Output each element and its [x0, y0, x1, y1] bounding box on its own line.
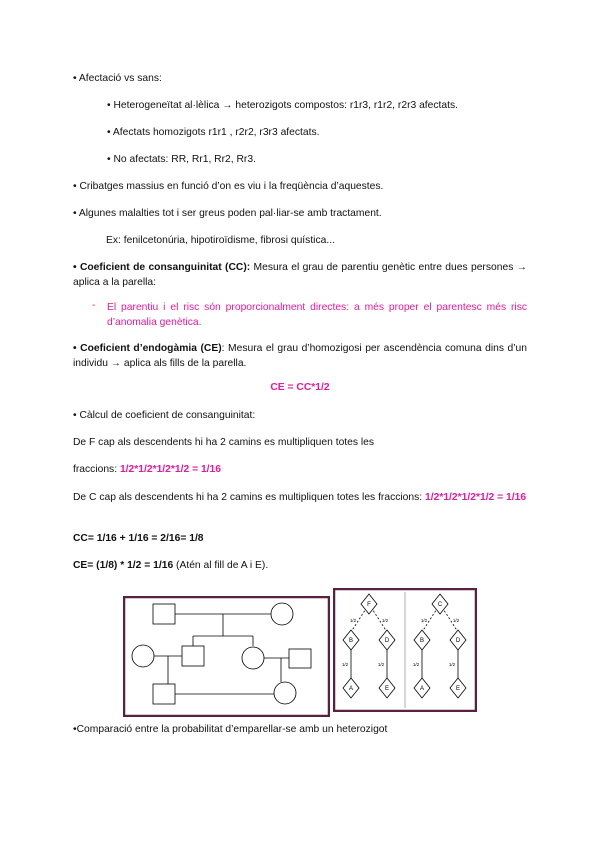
bullet-cribatges: • Cribatges massius en funció d’on es viu i la freqüència d’aquestes.	[73, 181, 384, 192]
label-c: C	[437, 602, 443, 608]
label-e-left: E	[384, 686, 390, 692]
label-d-left: D	[384, 638, 390, 644]
pedigree-male-top	[153, 604, 175, 624]
label-d-right: D	[455, 638, 461, 644]
f-fraction-value: 1/2*1/2*1/2*1/2 = 1/16	[119, 464, 221, 475]
label-f: F	[367, 602, 371, 608]
c-line	[73, 490, 527, 505]
cc-title: • Coeficient de consanguinitat (CC):	[73, 262, 251, 273]
cc-desc: Mesura el grau de parentiu genètic entre dues persones → aplica a la parella:	[73, 262, 527, 288]
label-b-left: B	[348, 638, 354, 644]
cc-definition	[73, 260, 527, 290]
pedigree-male-mid	[182, 646, 204, 666]
label-e-right: E	[455, 686, 461, 692]
half-3: 1/2	[341, 662, 349, 667]
ce-title: • Coeficient d’endogàmia (CE)	[73, 343, 222, 354]
c-line-text: De C cap als descendents hi ha 2 camins es multipliquen totes les fraccions:	[73, 492, 425, 503]
cc-sum: CC= 1/16 + 1/16 = 2/16= 1/8	[73, 533, 204, 544]
bullet-malalties: • Algunes malalties tot i ser greus poden pal·liar-se amb tractament.	[73, 208, 382, 219]
label-a-left: A	[348, 686, 354, 692]
half-6: 1/2	[452, 618, 460, 623]
c-fraction-value: 1/2*1/2*1/2*1/2 = 1/16	[425, 492, 527, 503]
pedigree-female-mid	[242, 647, 264, 669]
pedigree-male-right	[289, 649, 311, 668]
pedigree-diagram	[123, 596, 330, 717]
half-4: 1/2	[377, 662, 385, 667]
bullet-homozigots: • Afectats homozigots r1r1 , r2r2, r3r3 afectats.	[107, 127, 320, 138]
pedigree-female-bottom	[274, 682, 296, 704]
cc-note: El parentiu i el risc són proporcionalment directes: a més proper el parentesc més risc d’anomalia genètica.	[107, 302, 527, 328]
label-a-right: A	[419, 686, 425, 692]
pedigree-female-left	[132, 645, 154, 667]
path-diagram	[333, 588, 477, 712]
half-5: 1/2	[420, 618, 428, 623]
comparison-line: •Comparació entre la probabilitat d’emparellar-se amb un heterozigot	[73, 724, 388, 735]
f-fractions	[73, 464, 221, 475]
bullet-heterogeneitat: • Heterogeneïtat al·lèlica → heterozigots compostos: r1r3, r1r2, r2r3 afectats.	[107, 100, 458, 111]
ce-formula: CE = CC*1/2	[270, 382, 330, 393]
ce-calc	[73, 560, 268, 571]
ce-calc-value: CE= (1/8) * 1/2 = 1/16	[73, 560, 174, 571]
dash-marker: -	[92, 300, 96, 311]
calc-heading: • Càlcul de coeficient de consanguinitat:	[73, 410, 256, 421]
half-8: 1/2	[448, 662, 456, 667]
example-line: Ex: fenilcetonúria, hipotiroïdisme, fibrosi quística...	[106, 235, 335, 246]
bullet-no-afectats: • No afectats: RR, Rr1, Rr2, Rr3.	[107, 154, 256, 165]
f-line: De F cap als descendents hi ha 2 camins es multipliquen totes les	[73, 437, 375, 448]
pedigree-female-top	[271, 603, 293, 625]
bullet-afectacio: • Afectació vs sans:	[73, 73, 162, 84]
label-b-right: B	[419, 638, 425, 644]
half-2: 1/2	[381, 618, 389, 623]
ce-definition	[73, 341, 527, 371]
half-1: 1/2	[349, 618, 357, 623]
f-fractions-label: fraccions:	[73, 464, 120, 475]
ce-calc-note: (Atén al fill de A i E).	[173, 560, 269, 571]
ce-desc: : Mesura el grau d’homozigosi per ascendència comuna dins d’un individu → aplica als fills de la parella.	[73, 343, 527, 369]
pedigree-male-bottom	[153, 684, 175, 704]
half-7: 1/2	[412, 662, 420, 667]
